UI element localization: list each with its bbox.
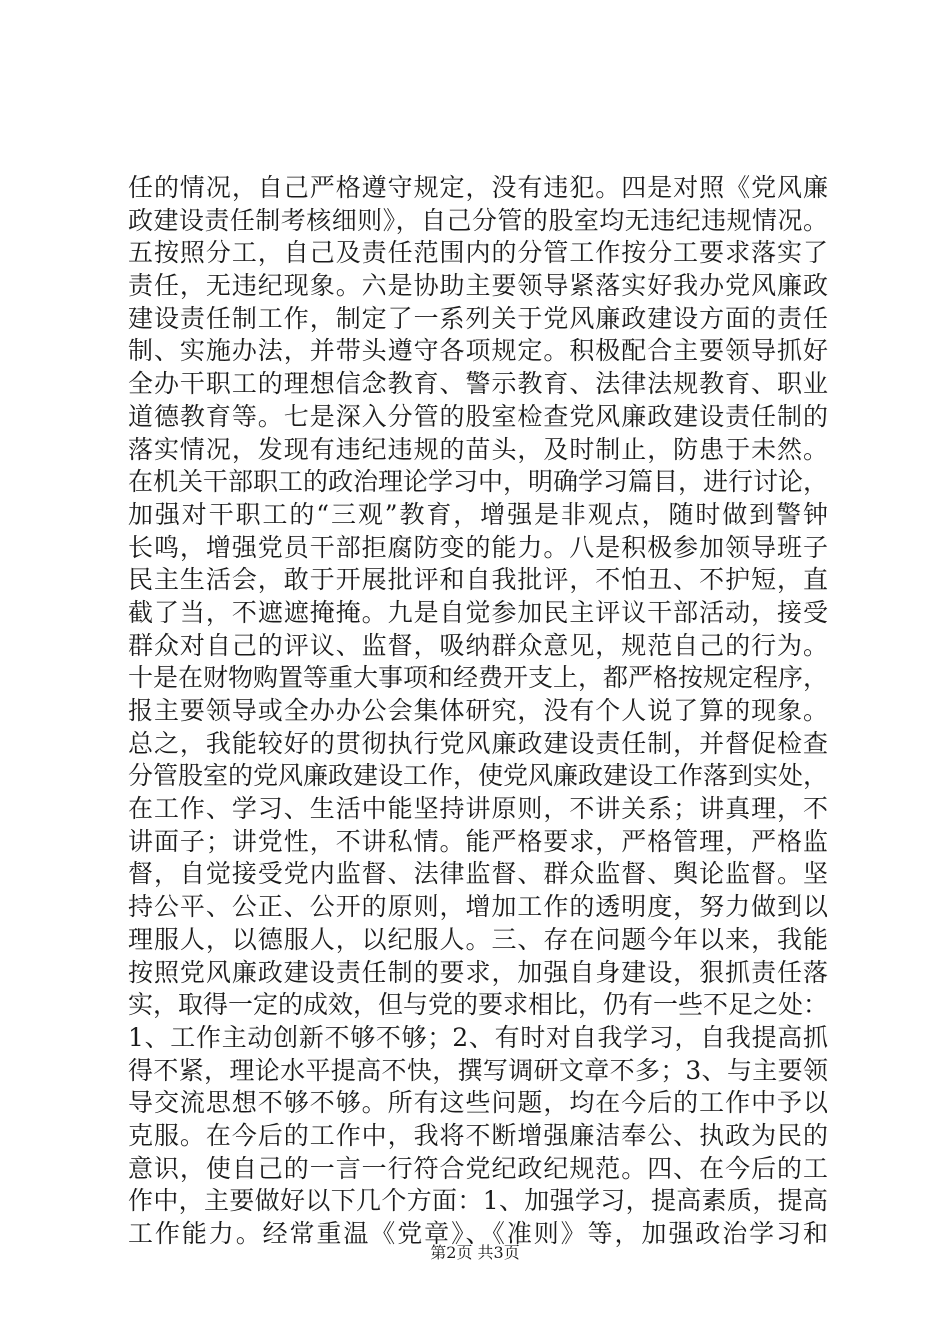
text-line: 分管股室的党风廉政建设工作，使党风廉政建设工作落到实处，	[128, 761, 829, 791]
text-line: 实，取得一定的成效，但与党的要求相比，仍有一些不足之处：	[128, 990, 829, 1020]
body-text	[128, 172, 828, 1251]
text-line: 作中，主要做好以下几个方面：1、加强学习，提高素质，提高	[128, 1186, 828, 1216]
text-line: 长鸣，增强党员干部拒腐防变的能力。八是积极参加领导班子	[128, 532, 828, 562]
text-line: 截了当，不遮遮掩掩。九是自觉参加民主评议干部活动，接受	[128, 597, 828, 627]
text-line: 1、工作主动创新不够不够；2、有时对自我学习，自我提高抓	[128, 1022, 828, 1052]
text-line: 全办干职工的理想信念教育、警示教育、法律法规教育、职业	[128, 369, 828, 399]
text-line: 持公平、公正、公开的原则，增加工作的透明度，努力做到以	[128, 892, 828, 922]
text-line: 报主要领导或全办办公会集体研究，没有个人说了算的现象。	[128, 696, 828, 725]
text-line: 理服人，以德服人，以纪服人。三、存在问题今年以来，我能	[128, 924, 828, 954]
text-line: 建设责任制工作，制定了一系列关于党风廉政建设方面的责任	[128, 303, 828, 333]
text-line: 道德教育等。七是深入分管的股室检查党风廉政建设责任制的	[128, 401, 828, 431]
text-line: 克服。在今后的工作中，我将不断增强廉洁奉公、执政为民的	[128, 1120, 828, 1150]
text-line: 工作能力。经常重温《党章》、《准则》等，加强政治学习和	[128, 1219, 828, 1248]
text-line: 政建设责任制考核细则》，自己分管的股室均无违纪违规情况。	[128, 205, 828, 235]
text-line: 得不紧，理论水平提高不快，撰写调研文章不多；3、与主要领	[128, 1055, 828, 1085]
page-footer	[0, 1243, 950, 1263]
text-line: 在工作、学习、生活中能坚持讲原则，不讲关系；讲真理，不	[128, 794, 828, 824]
page-indicator: 第2页 共3页	[430, 1243, 520, 1262]
text-line: 讲面子；讲党性，不讲私情。能严格要求，严格管理，严格监	[128, 826, 828, 856]
text-line: 加强对干职工的“三观”教育，增强是非观点，随时做到警钟	[128, 499, 828, 529]
text-line: 导交流思想不够不够。所有这些问题，均在今后的工作中予以	[128, 1088, 828, 1118]
text-line: 责任，无违纪现象。六是协助主要领导紧落实好我办党风廉政	[128, 271, 828, 301]
text-line: 督，自觉接受党内监督、法律监督、群众监督、舆论监督。坚	[128, 859, 828, 889]
text-line: 民主生活会，敢于开展批评和自我批评，不怕丑、不护短，直	[128, 565, 828, 595]
text-line: 制、实施办法，并带头遵守各项规定。积极配合主要领导抓好	[128, 336, 828, 366]
text-line: 十是在财物购置等重大事项和经费开支上，都严格按规定程序，	[128, 663, 829, 693]
text-line: 按照党风廉政建设责任制的要求，加强自身建设，狠抓责任落	[128, 957, 828, 987]
text-line: 总之，我能较好的贯彻执行党风廉政建设责任制，并督促检查	[128, 728, 828, 758]
text-line: 任的情况，自己严格遵守规定，没有违犯。四是对照《党风廉	[128, 173, 828, 202]
text-line: 意识，使自己的一言一行符合党纪政纪规范。四、在今后的工	[128, 1153, 828, 1183]
text-line: 五按照分工，自己及责任范围内的分管工作按分工要求落实了	[128, 238, 828, 268]
text-line: 在机关干部职工的政治理论学习中，明确学习篇目，进行讨论，	[128, 467, 829, 497]
text-line: 群众对自己的评议、监督，吸纳群众意见，规范自己的行为。	[128, 630, 828, 660]
text-line: 落实情况，发现有违纪违规的苗头，及时制止，防患于未然。	[128, 434, 828, 464]
